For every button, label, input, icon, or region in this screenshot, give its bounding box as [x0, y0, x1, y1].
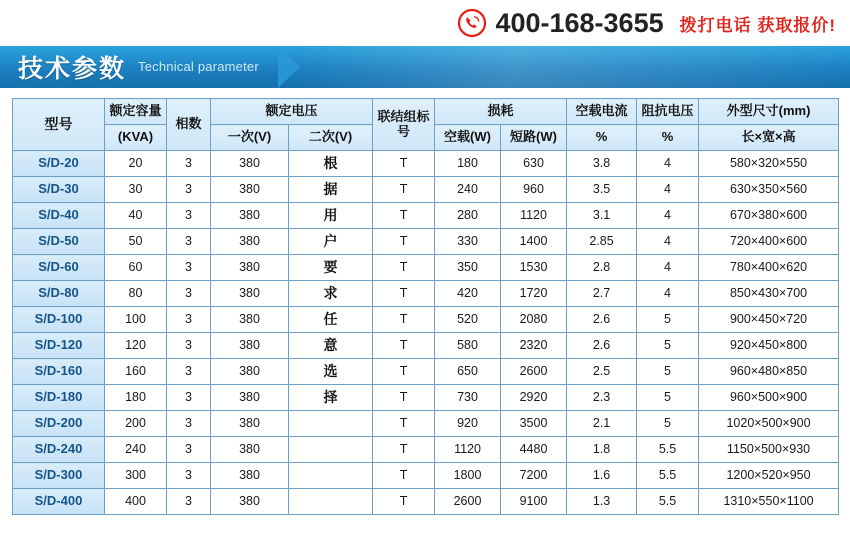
- table-row: [13, 489, 839, 515]
- cell-no-load-loss: 920: [435, 411, 501, 437]
- th-primary-voltage: 一次(V): [211, 125, 289, 151]
- cell-short-circuit-loss: 3500: [501, 411, 567, 437]
- th-dimensions: 外型尺寸(mm): [699, 99, 839, 125]
- cell-phases: 3: [167, 151, 211, 177]
- th-no-load-current: 空载电流: [567, 99, 637, 125]
- cell-short-circuit-loss: 1720: [501, 281, 567, 307]
- cell-primary-voltage: 380: [211, 489, 289, 515]
- cell-capacity: 240: [105, 437, 167, 463]
- table-row: [13, 151, 839, 177]
- th-rated-voltage: 额定电压: [211, 99, 373, 125]
- cell-no-load-loss: 350: [435, 255, 501, 281]
- cell-connection-group: T: [373, 229, 435, 255]
- cell-short-circuit-loss: 7200: [501, 463, 567, 489]
- cell-capacity: 200: [105, 411, 167, 437]
- table-row: [13, 333, 839, 359]
- cell-primary-voltage: 380: [211, 203, 289, 229]
- cell-secondary-voltage-note: 选: [289, 359, 373, 385]
- cell-model: S/D-160: [13, 359, 105, 385]
- cell-phases: 3: [167, 281, 211, 307]
- cell-no-load-loss: 420: [435, 281, 501, 307]
- cell-impedance: 5: [637, 385, 699, 411]
- cell-dimensions: 630×350×560: [699, 177, 839, 203]
- cell-secondary-voltage-note: 求: [289, 281, 373, 307]
- cell-no-load-loss: 240: [435, 177, 501, 203]
- th-model: 型号: [13, 99, 105, 151]
- table-row: [13, 255, 839, 281]
- table-row: [13, 437, 839, 463]
- cell-model: S/D-120: [13, 333, 105, 359]
- cell-no-load-loss: 180: [435, 151, 501, 177]
- cell-secondary-voltage-note: [289, 489, 373, 515]
- phone-icon: [457, 8, 487, 38]
- cell-no-load-current: 1.3: [567, 489, 637, 515]
- cell-model: S/D-40: [13, 203, 105, 229]
- cell-dimensions: 900×450×720: [699, 307, 839, 333]
- cell-short-circuit-loss: 2080: [501, 307, 567, 333]
- cell-short-circuit-loss: 1530: [501, 255, 567, 281]
- cell-impedance: 5: [637, 333, 699, 359]
- cell-no-load-loss: 1120: [435, 437, 501, 463]
- cell-phases: 3: [167, 437, 211, 463]
- cell-phases: 3: [167, 359, 211, 385]
- cell-no-load-current: 1.6: [567, 463, 637, 489]
- cell-capacity: 20: [105, 151, 167, 177]
- cell-impedance: 4: [637, 151, 699, 177]
- cell-dimensions: 1020×500×900: [699, 411, 839, 437]
- cell-model: S/D-240: [13, 437, 105, 463]
- cell-connection-group: T: [373, 385, 435, 411]
- cell-model: S/D-30: [13, 177, 105, 203]
- cell-dimensions: 720×400×600: [699, 229, 839, 255]
- th-connection-group: 联结组标号: [373, 99, 435, 151]
- cell-no-load-current: 3.1: [567, 203, 637, 229]
- cell-no-load-loss: 520: [435, 307, 501, 333]
- contact-bar: [0, 0, 850, 46]
- cell-connection-group: T: [373, 437, 435, 463]
- cell-connection-group: T: [373, 255, 435, 281]
- cell-capacity: 300: [105, 463, 167, 489]
- cell-impedance: 5: [637, 359, 699, 385]
- cell-no-load-loss: 280: [435, 203, 501, 229]
- cell-capacity: 120: [105, 333, 167, 359]
- cell-secondary-voltage-note: [289, 437, 373, 463]
- th-impedance-unit: %: [637, 125, 699, 151]
- cell-primary-voltage: 380: [211, 177, 289, 203]
- cell-connection-group: T: [373, 203, 435, 229]
- cell-short-circuit-loss: 2320: [501, 333, 567, 359]
- cell-primary-voltage: 380: [211, 463, 289, 489]
- table-row: [13, 203, 839, 229]
- table-row: [13, 411, 839, 437]
- cell-model: S/D-60: [13, 255, 105, 281]
- page-title: 技术参数: [18, 55, 127, 83]
- table-row: [13, 229, 839, 255]
- cell-secondary-voltage-note: 要: [289, 255, 373, 281]
- th-no-load-loss: 空载(W): [435, 125, 501, 151]
- table-body: [13, 151, 839, 515]
- cell-connection-group: T: [373, 177, 435, 203]
- th-no-load-current-unit: %: [567, 125, 637, 151]
- cell-primary-voltage: 380: [211, 307, 289, 333]
- cell-connection-group: T: [373, 359, 435, 385]
- cell-primary-voltage: 380: [211, 411, 289, 437]
- cell-model: S/D-20: [13, 151, 105, 177]
- cell-capacity: 30: [105, 177, 167, 203]
- th-capacity-unit: (KVA): [105, 125, 167, 151]
- cell-impedance: 4: [637, 255, 699, 281]
- cell-connection-group: T: [373, 411, 435, 437]
- cell-connection-group: T: [373, 151, 435, 177]
- cell-no-load-loss: 330: [435, 229, 501, 255]
- cell-short-circuit-loss: 960: [501, 177, 567, 203]
- cell-secondary-voltage-note: [289, 463, 373, 489]
- cell-primary-voltage: 380: [211, 281, 289, 307]
- cell-model: S/D-50: [13, 229, 105, 255]
- cell-short-circuit-loss: 2920: [501, 385, 567, 411]
- cell-no-load-current: 2.5: [567, 359, 637, 385]
- cell-primary-voltage: 380: [211, 385, 289, 411]
- cell-dimensions: 850×430×700: [699, 281, 839, 307]
- page-subtitle: Technical parameter: [138, 58, 259, 74]
- cell-impedance: 4: [637, 229, 699, 255]
- cell-connection-group: T: [373, 281, 435, 307]
- cell-short-circuit-loss: 630: [501, 151, 567, 177]
- cell-capacity: 50: [105, 229, 167, 255]
- cell-dimensions: 920×450×800: [699, 333, 839, 359]
- cell-no-load-current: 2.3: [567, 385, 637, 411]
- cell-capacity: 160: [105, 359, 167, 385]
- cell-primary-voltage: 380: [211, 255, 289, 281]
- table-row: [13, 177, 839, 203]
- table-row: [13, 463, 839, 489]
- cell-secondary-voltage-note: 意: [289, 333, 373, 359]
- cell-phases: 3: [167, 411, 211, 437]
- cell-phases: 3: [167, 489, 211, 515]
- table-row: [13, 385, 839, 411]
- cell-phases: 3: [167, 229, 211, 255]
- cell-dimensions: 1200×520×950: [699, 463, 839, 489]
- th-phases: 相数: [167, 99, 211, 151]
- cell-model: S/D-80: [13, 281, 105, 307]
- cell-model: S/D-400: [13, 489, 105, 515]
- cell-model: S/D-200: [13, 411, 105, 437]
- cell-secondary-voltage-note: [289, 411, 373, 437]
- cell-dimensions: 1310×550×1100: [699, 489, 839, 515]
- table-head: [13, 99, 839, 151]
- cell-connection-group: T: [373, 463, 435, 489]
- cell-capacity: 100: [105, 307, 167, 333]
- cell-dimensions: 1150×500×930: [699, 437, 839, 463]
- cell-capacity: 40: [105, 203, 167, 229]
- cell-no-load-current: 1.8: [567, 437, 637, 463]
- cell-no-load-loss: 580: [435, 333, 501, 359]
- cell-no-load-current: 2.85: [567, 229, 637, 255]
- cell-phases: 3: [167, 333, 211, 359]
- th-short-circuit-loss: 短路(W): [501, 125, 567, 151]
- cell-secondary-voltage-note: 任: [289, 307, 373, 333]
- cell-capacity: 60: [105, 255, 167, 281]
- spec-table: [12, 98, 839, 515]
- cell-no-load-current: 3.8: [567, 151, 637, 177]
- cell-model: S/D-100: [13, 307, 105, 333]
- cell-impedance: 5: [637, 307, 699, 333]
- cell-no-load-current: 2.1: [567, 411, 637, 437]
- cell-capacity: 80: [105, 281, 167, 307]
- cell-secondary-voltage-note: 据: [289, 177, 373, 203]
- cell-dimensions: 580×320×550: [699, 151, 839, 177]
- cell-impedance: 4: [637, 281, 699, 307]
- cell-short-circuit-loss: 2600: [501, 359, 567, 385]
- cell-short-circuit-loss: 1400: [501, 229, 567, 255]
- cell-capacity: 180: [105, 385, 167, 411]
- cell-phases: 3: [167, 307, 211, 333]
- cell-dimensions: 960×480×850: [699, 359, 839, 385]
- th-loss: 损耗: [435, 99, 567, 125]
- cell-phases: 3: [167, 463, 211, 489]
- cell-short-circuit-loss: 1120: [501, 203, 567, 229]
- cell-model: S/D-180: [13, 385, 105, 411]
- th-secondary-voltage: 二次(V): [289, 125, 373, 151]
- cell-no-load-current: 2.8: [567, 255, 637, 281]
- cell-impedance: 4: [637, 177, 699, 203]
- cell-no-load-current: 2.6: [567, 307, 637, 333]
- cell-secondary-voltage-note: 根: [289, 151, 373, 177]
- cell-phases: 3: [167, 203, 211, 229]
- cell-no-load-loss: 2600: [435, 489, 501, 515]
- cell-no-load-current: 2.7: [567, 281, 637, 307]
- cell-impedance: 5.5: [637, 437, 699, 463]
- cell-capacity: 400: [105, 489, 167, 515]
- th-dimensions-sub: 长×宽×高: [699, 125, 839, 151]
- cell-phases: 3: [167, 255, 211, 281]
- table-row: [13, 281, 839, 307]
- cell-primary-voltage: 380: [211, 333, 289, 359]
- cell-model: S/D-300: [13, 463, 105, 489]
- th-impedance: 阻抗电压: [637, 99, 699, 125]
- cell-short-circuit-loss: 9100: [501, 489, 567, 515]
- cell-no-load-current: 3.5: [567, 177, 637, 203]
- table-row: [13, 359, 839, 385]
- cell-no-load-loss: 650: [435, 359, 501, 385]
- cell-impedance: 5.5: [637, 463, 699, 489]
- cell-dimensions: 780×400×620: [699, 255, 839, 281]
- cell-phases: 3: [167, 385, 211, 411]
- cell-dimensions: 960×500×900: [699, 385, 839, 411]
- th-capacity: 额定容量: [105, 99, 167, 125]
- phone-number: 400-168-3655: [495, 7, 664, 38]
- cell-no-load-loss: 1800: [435, 463, 501, 489]
- cell-secondary-voltage-note: 户: [289, 229, 373, 255]
- cell-connection-group: T: [373, 333, 435, 359]
- cell-dimensions: 670×380×600: [699, 203, 839, 229]
- cell-primary-voltage: 380: [211, 437, 289, 463]
- cell-impedance: 5: [637, 411, 699, 437]
- section-banner: [0, 46, 850, 88]
- cell-connection-group: T: [373, 307, 435, 333]
- cell-connection-group: T: [373, 489, 435, 515]
- cell-impedance: 5.5: [637, 489, 699, 515]
- cell-secondary-voltage-note: 择: [289, 385, 373, 411]
- cell-no-load-current: 2.6: [567, 333, 637, 359]
- cell-primary-voltage: 380: [211, 229, 289, 255]
- cell-short-circuit-loss: 4480: [501, 437, 567, 463]
- spec-table-container: [12, 98, 838, 515]
- cell-no-load-loss: 730: [435, 385, 501, 411]
- cell-phases: 3: [167, 177, 211, 203]
- banner-arrow-decoration: [278, 46, 300, 88]
- cell-impedance: 4: [637, 203, 699, 229]
- cell-primary-voltage: 380: [211, 359, 289, 385]
- cell-secondary-voltage-note: 用: [289, 203, 373, 229]
- table-row: [13, 307, 839, 333]
- call-cta-text: 拨打电话 获取报价!: [679, 15, 836, 35]
- cell-primary-voltage: 380: [211, 151, 289, 177]
